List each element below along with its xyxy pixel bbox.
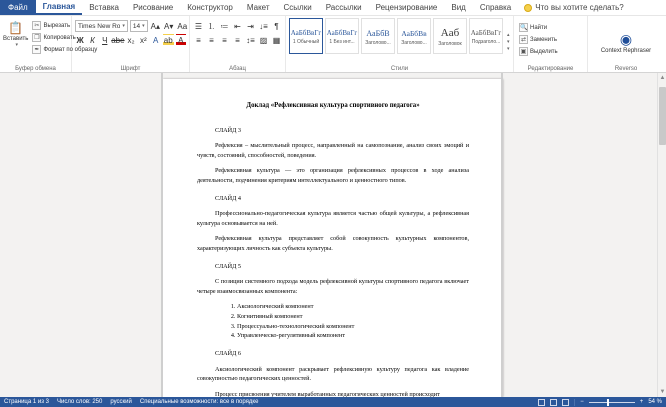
slide-label: СЛАЙД 5 [215, 262, 241, 270]
paragraph: Процесс присвоения учителем выработанных педагогических ценностей происходит [215, 390, 440, 397]
list-item: 2. Когнитивный компонент [237, 312, 469, 322]
styles-gallery [289, 18, 503, 54]
scroll-up-icon[interactable]: ▲ [659, 75, 666, 81]
font-size-combo[interactable] [130, 20, 148, 32]
tab-layout[interactable]: Макет [246, 3, 270, 12]
tab-mailings[interactable]: Рассылки [325, 3, 362, 12]
styles-scroll-down-icon[interactable]: ▾ [507, 39, 510, 45]
style-card-heading1[interactable] [361, 18, 395, 54]
style-sample: АаБбВвГг [326, 29, 358, 37]
page-title: Доклад «Рефлексивная культура спортивного педагога» [246, 102, 420, 109]
paste-label: Вставить [3, 36, 29, 42]
zoom-slider-thumb[interactable] [607, 399, 609, 406]
paste-icon: 📋 [8, 21, 24, 35]
style-name: Заголово... [365, 39, 391, 46]
style-sample: АаБбВвГг [470, 29, 502, 37]
style-card-heading2[interactable] [397, 18, 431, 54]
read-mode-icon[interactable] [538, 399, 545, 406]
slide-label: СЛАЙД 3 [215, 126, 241, 134]
grow-font-button[interactable]: A▴ [150, 21, 161, 31]
font-family-value: Times New Ro [78, 22, 121, 30]
zoom-level[interactable]: 54 % [648, 399, 662, 405]
status-divider [574, 399, 575, 406]
replace-button[interactable] [517, 34, 584, 45]
style-name: 1 Обычный [292, 39, 320, 45]
styles-group-label: Стили [390, 66, 409, 72]
word-count[interactable]: Число слов: 250 [56, 399, 103, 405]
multilevel-list-button[interactable]: ≔ [220, 21, 229, 31]
context-rephraser-label: Context Rephraser [600, 47, 652, 54]
paragraph: Профессионально-педагогическая культура является частью общей культуры, а рефлексивная культура основывается на ней. [197, 210, 469, 227]
superscript-button[interactable]: x² [140, 35, 147, 45]
paragraph-group-label: Абзац [229, 66, 246, 72]
replace-label: Заменить [530, 36, 557, 43]
slide-label: СЛАЙД 4 [215, 194, 241, 202]
shading-button[interactable]: ▨ [259, 35, 268, 45]
paragraph: Рефлексивная культура представляет собой совокупность культурных компонентов, характеризующих личность как субъекта культуры. [197, 235, 469, 253]
ribbon-group-font [72, 16, 190, 72]
format-painter-label: Формат по образцу [43, 46, 98, 53]
paragraph: Рефлексивная культура — это организация рефлексивных процессов в ходе анализа деятельности, подчинения критериям интеллектуального и ценностного типов. [197, 167, 469, 184]
style-name: 1 Без инт... [329, 39, 355, 45]
style-name: Подзаголо... [471, 39, 501, 45]
paragraph: Аксиологический компонент раскрывает рефлексивную культуру педагога как владение совокупностью педагогических ценностей. [197, 365, 469, 383]
ribbon-tab-bar [0, 0, 666, 16]
reverso-icon: ◉ [619, 31, 633, 47]
font-size-value: 14 [132, 22, 141, 30]
vertical-scrollbar[interactable] [657, 73, 666, 397]
numbered-list-button[interactable]: ⒈ [207, 21, 216, 31]
style-sample: АаБбВ [366, 28, 390, 38]
web-layout-icon[interactable] [562, 399, 569, 406]
chevron-down-icon[interactable]: ▾ [122, 23, 125, 29]
decrease-indent-button[interactable]: ⇤ [234, 21, 241, 31]
chevron-down-icon[interactable]: ▾ [15, 42, 18, 48]
paragraph: С позиции системного подхода модель рефлексивной культуры спортивного педагога включает четыре взаимосвязанных компонента: [197, 278, 469, 295]
tab-help[interactable]: Справка [479, 3, 512, 12]
strikethrough-button[interactable]: abe [111, 35, 125, 45]
replace-icon: ⇄ [520, 37, 527, 43]
document-page[interactable] [163, 79, 503, 397]
increase-indent-button[interactable]: ⇥ [247, 21, 254, 31]
page-right-edge [501, 73, 503, 397]
tab-references[interactable]: Ссылки [283, 3, 312, 12]
change-case-button[interactable]: Aa [177, 21, 188, 31]
scrollbar-thumb[interactable] [659, 87, 666, 145]
lightbulb-icon [524, 4, 532, 12]
align-right-button[interactable]: ≡ [222, 35, 227, 45]
line-spacing-button[interactable]: ↕≡ [246, 35, 255, 45]
scroll-down-icon[interactable]: ▼ [659, 389, 666, 395]
bold-button[interactable]: Ж [76, 35, 84, 45]
tell-me-box[interactable] [518, 0, 629, 15]
ribbon-group-reverso [588, 16, 664, 72]
tab-insert[interactable]: Вставка [89, 3, 119, 12]
tab-review[interactable]: Рецензирование [375, 3, 438, 12]
format-painter-icon: ✒ [34, 47, 40, 53]
ribbon-group-paragraph [190, 16, 286, 72]
subscript-button[interactable]: x₂ [127, 35, 135, 45]
italic-button[interactable]: К [90, 35, 95, 45]
ribbon-group-editing [514, 16, 588, 72]
cut-label: Вырезать [43, 22, 71, 29]
style-name: Заголовок [438, 41, 462, 47]
align-left-button[interactable]: ≡ [196, 35, 201, 45]
tab-home[interactable]: Главная [36, 0, 83, 15]
font-group-label: Шрифт [120, 66, 141, 72]
zoom-out-button[interactable]: − [580, 399, 584, 405]
sort-button[interactable]: ↓≡ [259, 21, 268, 31]
page-left-edge [161, 73, 163, 397]
editing-group-label: Редактирование [527, 66, 574, 72]
align-center-button[interactable]: ≡ [209, 35, 214, 45]
justify-button[interactable]: ≡ [235, 35, 240, 45]
find-button[interactable] [517, 22, 584, 33]
status-bar [0, 397, 666, 407]
style-card-title[interactable] [433, 18, 467, 54]
tab-design[interactable]: Конструктор [187, 3, 233, 12]
paragraph: Рефлексия – мыслительный процесс, направленный на самопознание, анализ своих эмоций и чувств, состояний, способностей, поведения. [197, 142, 469, 159]
document-canvas[interactable] [0, 73, 666, 397]
list-item: 4. Управленческо-регулятивный компонент [237, 331, 469, 341]
tab-file[interactable]: Файл [0, 0, 36, 15]
copy-icon: ❐ [34, 35, 40, 41]
copy-label: Копировать [43, 34, 76, 41]
paste-button[interactable] [3, 18, 28, 48]
shrink-font-button[interactable]: A▾ [164, 21, 174, 31]
search-icon: 🔍 [520, 25, 528, 31]
ribbon-group-clipboard [0, 16, 98, 72]
font-family-combo[interactable] [75, 20, 128, 32]
accessibility-status[interactable]: Специальные возможности: все в порядке [139, 399, 259, 405]
show-marks-button[interactable]: ¶ [274, 21, 279, 31]
language-indicator[interactable]: русский [110, 399, 132, 405]
ribbon-group-styles [286, 16, 514, 72]
text-effects-button[interactable]: A [152, 35, 159, 45]
style-name: Заголово... [401, 39, 427, 46]
zoom-in-button[interactable]: + [639, 399, 644, 405]
reverso-group-label: Reverso [614, 66, 638, 72]
borders-button[interactable]: ▦ [272, 35, 281, 45]
context-rephraser-button[interactable] [591, 30, 661, 54]
bulleted-list-button[interactable]: ☰ [194, 21, 203, 31]
select-label: Выделить [530, 48, 558, 55]
list-item: 1. Аксиологический компонент [237, 302, 469, 312]
tab-draw[interactable]: Рисование [132, 3, 174, 12]
tell-me-label: Что вы хотите сделать? [535, 3, 624, 12]
style-card-no-spacing[interactable] [325, 18, 359, 54]
style-sample: АаБбВвГг [290, 29, 322, 37]
find-label: Найти [530, 24, 548, 31]
style-sample: Aаб [440, 27, 460, 39]
list-item: 3. Процессуально-технологический компонент [237, 322, 469, 332]
slide-label: СЛАЙД 6 [215, 349, 241, 357]
select-button[interactable] [517, 46, 584, 57]
scissors-icon: ✂ [34, 23, 40, 29]
underline-button[interactable]: Ч [102, 35, 108, 45]
ribbon [0, 16, 666, 73]
page-indicator[interactable]: Страница 1 из 3 [4, 399, 49, 405]
text-highlight-button[interactable]: ab [163, 35, 173, 45]
components-list [237, 302, 469, 340]
clipboard-group-label: Буфер обмена [15, 66, 56, 72]
select-icon: ▣ [520, 49, 527, 55]
zoom-slider[interactable] [589, 402, 635, 403]
style-card-subtitle[interactable] [469, 18, 503, 54]
font-color-button[interactable]: A [176, 34, 186, 46]
print-layout-icon[interactable] [550, 399, 557, 406]
styles-scroll-up-icon[interactable]: ▴ [507, 32, 510, 38]
style-card-normal[interactable] [289, 18, 323, 54]
tab-view[interactable]: Вид [451, 3, 466, 12]
styles-more-icon[interactable]: ▾ [507, 46, 510, 52]
style-sample: АаБбВв [401, 28, 427, 38]
chevron-down-icon[interactable]: ▾ [142, 23, 145, 29]
